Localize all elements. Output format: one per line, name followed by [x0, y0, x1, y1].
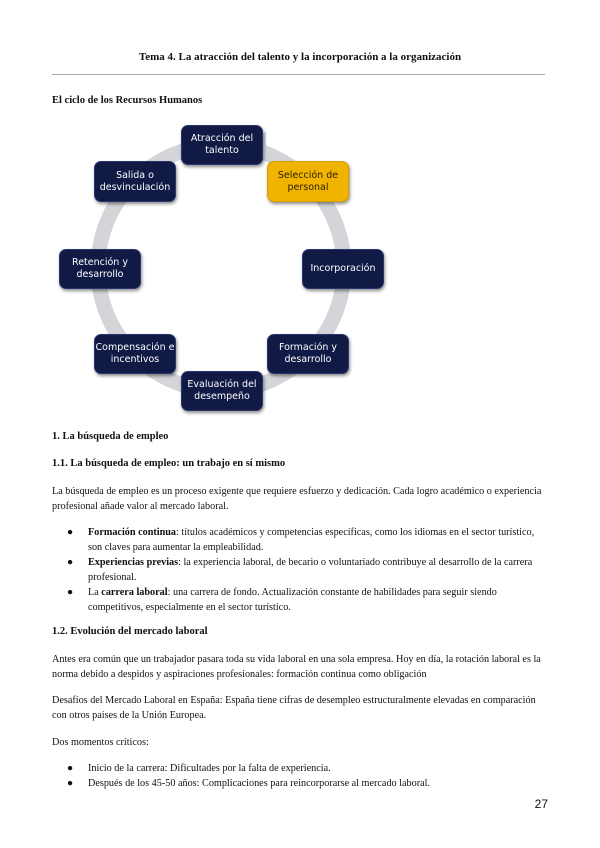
section-1-2-paragraph-2: Desafíos del Mercado Laboral en España: España tiene cifras de desempleo estructuralmente elevadas en comparación con otros países de la Unión Europea.	[52, 695, 536, 721]
cycle-node-formacion: Formación y desarrollo	[267, 334, 349, 374]
cycle-node-salida: Salida o desvinculación	[94, 161, 176, 202]
bullet-icon: ●	[67, 557, 74, 568]
list-item: ● Después de los 45-50 años: Complicaciones para reincorporarse al mercado laboral.	[67, 778, 431, 789]
section-1-1-list	[67, 525, 547, 615]
bullet-icon: ●	[67, 778, 74, 789]
cycle-node-evaluacion: Evaluación del desempeño	[181, 371, 263, 411]
cycle-node-seleccion: Selección de personal	[267, 161, 349, 202]
section-1-2-paragraph-3: Dos momentos críticos:	[52, 737, 149, 748]
section-1-2-paragraph-1: Antes era común que un trabajador pasara toda su vida laboral en una sola empresa. Hoy en día, la rotación laboral es la norma debido a despidos y aspiraciones profesionales: formación continua como obligación	[52, 654, 541, 680]
bullet-icon: ●	[67, 763, 74, 774]
section-1-1-intro: La búsqueda de empleo es un proceso exigente que requiere esfuerzo y dedicación. Cada logro académico o experiencia profesional añade valor al mercado laboral.	[52, 486, 542, 512]
section-1-2-title: 1.2. Evolución del mercado laboral	[52, 626, 208, 637]
list-item: ● Formación continua: títulos académicos y competencias específicas, como los idiomas en el sector turístico, son claves para aumentar la empleabilidad.	[67, 527, 535, 553]
list-item: ● Experiencias previas: la experiencia laboral, de becario o voluntariado contribuye al desarrollo de la carrera profesional.	[67, 557, 533, 583]
cycle-node-compensacion: Compensación e incentivos	[94, 334, 176, 374]
section-1-2-list	[67, 761, 547, 791]
list-item: ● Inicio de la carrera: Dificultades por la falta de experiencia.	[67, 763, 331, 774]
bullet-icon: ●	[67, 527, 74, 538]
section-1-1-title: 1.1. La búsqueda de empleo: un trabajo en sí mismo	[52, 458, 286, 469]
list-item: ● La carrera laboral: una carrera de fondo. Actualización constante de habilidades para seguir siendo competitivos, especialmente en el sector turístico.	[67, 587, 497, 613]
cycle-node-incorporacion: Incorporación	[302, 249, 384, 289]
section-1-title: 1. La búsqueda de empleo	[52, 431, 169, 442]
page-header-title: Tema 4. La atracción del talento y la incorporación a la organización	[138, 51, 462, 63]
cycle-title: El ciclo de los Recursos Humanos	[52, 95, 203, 106]
bullet-icon: ●	[67, 587, 74, 598]
cycle-node-atraccion: Atracción del talento	[181, 125, 263, 165]
page-number: 27	[534, 797, 548, 811]
cycle-node-retencion: Retención y desarrollo	[59, 249, 141, 289]
